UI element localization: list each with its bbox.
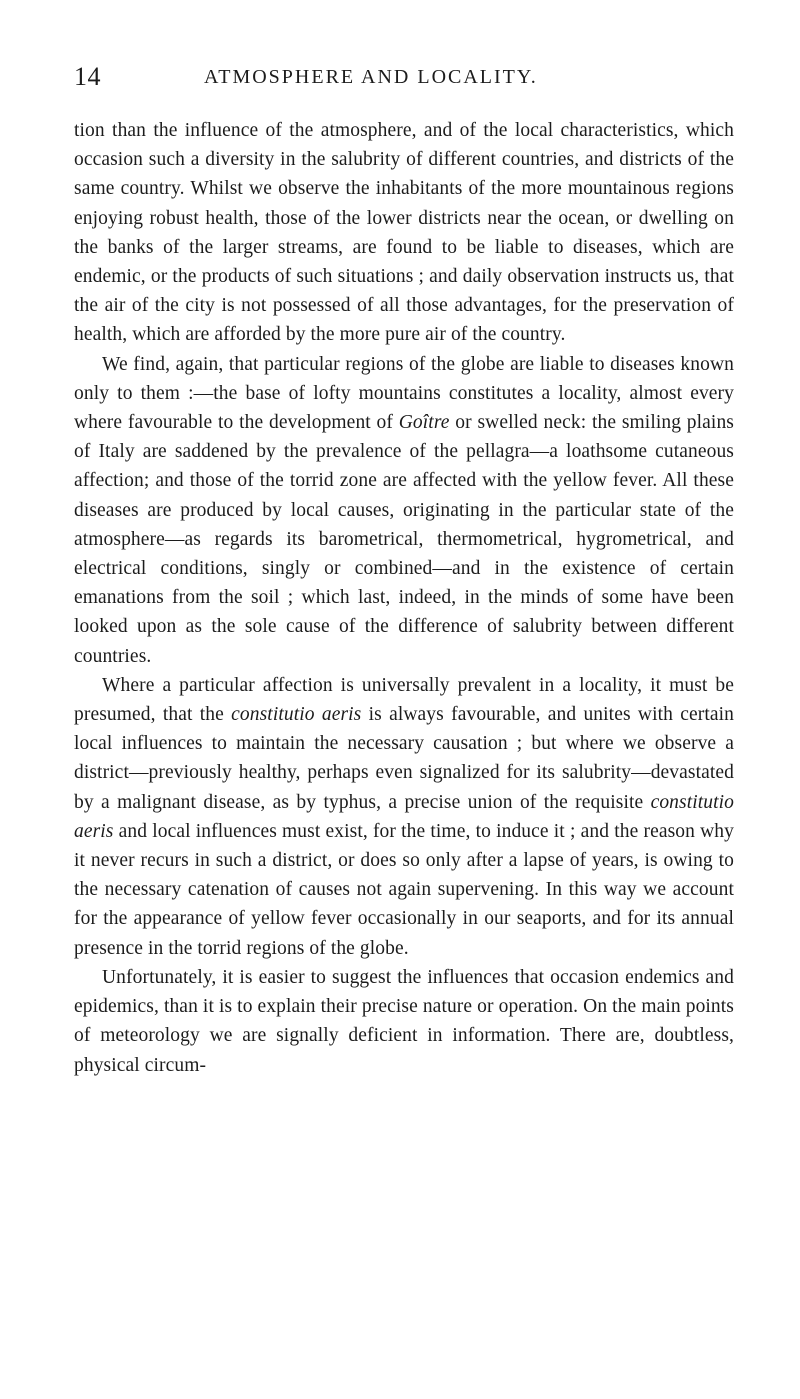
paragraph	[74, 350, 734, 671]
text-run: We find, again, that particular regions of the globe are liable to diseases known only to them :—the base of lofty mountains constitutes a locality, almost every where favourable to the development of	[74, 353, 734, 434]
text-run: and local influences must exist, for the time, to induce it ; and the reason why it never recurs in such a district, or does so only after a lapse of years, is owing to the necessary catenation of causes not again supervening. In this way we account for the appearance of yellow fever occasionally in our seaports, and for its annual presence in the torrid regions of the globe.	[74, 820, 734, 959]
text-run: or swelled neck: the smiling plains of Italy are saddened by the prevalence of the pellagra—a loathsome cutaneous affection; and those of the torrid zone are affected with the yellow fever. All these diseases are produced by local causes, originating in the particular state of the atmosphere—as regards its barometrical, thermometrical, hygrometrical, and electrical conditions, singly or combined—and in the existence of certain emanations from the soil ; which last, indeed, in the minds of some have been looked upon as the sole cause of the difference of salubrity between different countries.	[74, 412, 734, 667]
text-run: tion than the influence of the atmosphere, and of the local characteristics, which occasion such a diversity in the salubrity of different countries, and districts of the same country. Whilst we observe the inhabitants of the more mountainous regions enjoying robust health, those of the lower districts near the ocean, or dwelling on the banks of the larger streams, are found to be liable to diseases, which are endemic, or the products of such situations ; and daily observation instructs us, that the air of the city is not possessed of all those advantages, for the preservation of health, which are afforded by the more pure air of the country.	[74, 120, 734, 346]
italic-term: constitutio aeris	[231, 704, 362, 726]
italic-term: Goître	[398, 412, 450, 434]
text-run: is always favourable, and unites with certain local influences to maintain the necessary causation ; but where we observe a district—previously healthy, perhaps even signalized for its salubrity—devastated by a malignant disease, as by typhus, a precise union of the requisite	[74, 704, 734, 813]
running-head: ATMOSPHERE AND LOCALITY.	[204, 66, 538, 88]
paragraph	[74, 116, 734, 350]
italic-term: constitutio aeris	[74, 791, 734, 842]
body-text	[74, 116, 734, 1080]
paragraph	[74, 963, 734, 1080]
paragraph	[74, 671, 734, 963]
page-header	[74, 62, 714, 102]
text-run: Where a particular affection is universally prevalent in a locality, it must be presumed, that the	[74, 674, 734, 726]
page-number: 14	[74, 62, 101, 91]
text-run: Unfortunately, it is easier to suggest the influences that occasion endemics and epidemics, than it is to explain their precise nature or operation. On the main points of meteorology we are signally deficient in information. There are, doubtless, physical circum-	[74, 966, 734, 1076]
